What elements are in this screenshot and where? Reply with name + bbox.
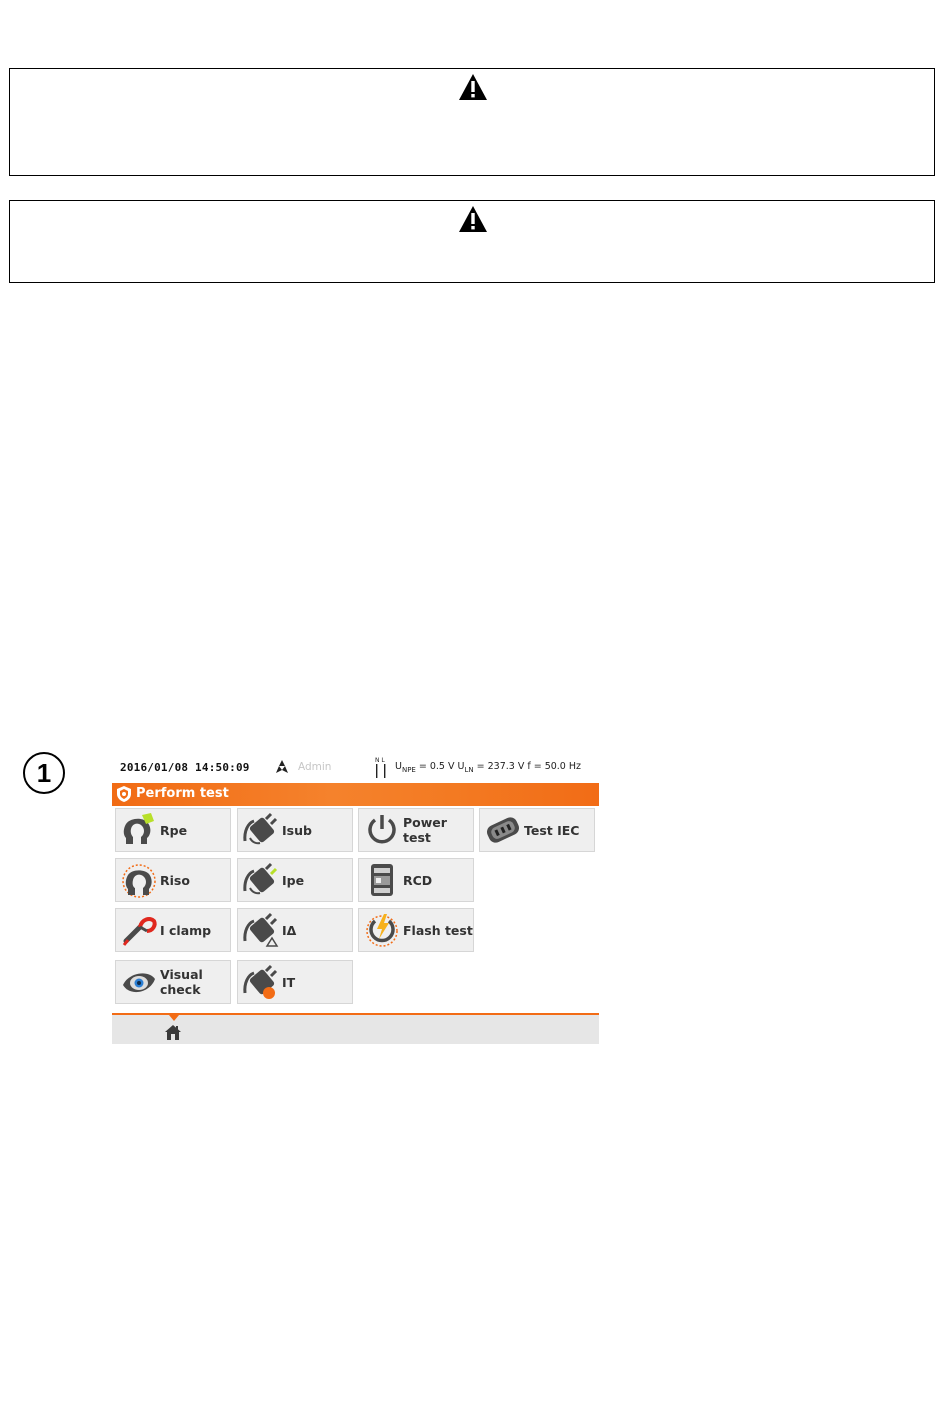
tile-idelta[interactable] (237, 908, 353, 952)
warning-box-1 (9, 68, 935, 176)
tile-label: I clamp (160, 922, 212, 938)
tile-i-clamp[interactable] (115, 908, 231, 952)
caret-icon (169, 1015, 179, 1021)
footer-bar (112, 1015, 599, 1044)
riso-icon (120, 861, 158, 899)
tile-label: Visual check (160, 967, 203, 997)
warning-triangle-icon (458, 205, 488, 233)
tile-power-test[interactable] (358, 808, 474, 852)
warning-triangle-icon (458, 73, 488, 101)
status-bar (112, 752, 599, 783)
tile-rcd[interactable] (358, 858, 474, 902)
flash-icon (363, 911, 401, 949)
device-screen (112, 752, 599, 1044)
test-grid (112, 808, 599, 1008)
user-icon (276, 760, 288, 773)
tile-visual-check[interactable] (115, 960, 231, 1004)
idelta-icon (242, 911, 280, 949)
user-name[interactable]: Admin (298, 761, 332, 773)
datetime: 2016/01/08 14:50:09 (120, 761, 250, 774)
tile-label: Rpe (160, 822, 188, 838)
tile-ipe[interactable] (237, 858, 353, 902)
it-icon (242, 963, 280, 1001)
ipe-icon (242, 861, 280, 899)
rcd-icon (363, 861, 401, 899)
measurements: $U_{NPE} = 0.5$ V $U_{LN} = 237.3$ V f = 50.0 Hz (395, 761, 582, 774)
tile-riso[interactable] (115, 858, 231, 902)
tile-label: IΔ (282, 922, 297, 938)
page-title: Perform test (136, 786, 229, 801)
rpe-icon (120, 811, 158, 849)
tile-rpe[interactable] (115, 808, 231, 852)
iec-socket-icon (484, 811, 522, 849)
power-icon (363, 811, 401, 849)
home-icon[interactable] (164, 1024, 182, 1041)
isub-icon (242, 811, 280, 849)
warning-box-2 (9, 200, 935, 283)
tile-flash-test[interactable] (358, 908, 474, 952)
tile-isub[interactable] (237, 808, 353, 852)
step-number: 1 (23, 752, 65, 794)
phase-labels: N L (375, 757, 385, 764)
tile-label: IT (282, 974, 296, 990)
perform-test-icon (115, 785, 133, 803)
eye-icon (120, 963, 158, 1001)
tile-label: Power test (403, 815, 447, 845)
tile-label: Ipe (282, 872, 305, 888)
tile-label: Riso (160, 872, 190, 888)
tile-label: Test IEC (524, 822, 580, 838)
clamp-icon (120, 911, 158, 949)
tile-test-iec[interactable] (479, 808, 595, 852)
tile-label: Flash test (403, 922, 473, 938)
tile-label: Isub (282, 822, 312, 838)
tile-it[interactable] (237, 960, 353, 1004)
screen-header (112, 783, 599, 806)
tile-label: RCD (403, 872, 433, 888)
phase-indicator-icon (374, 755, 390, 779)
